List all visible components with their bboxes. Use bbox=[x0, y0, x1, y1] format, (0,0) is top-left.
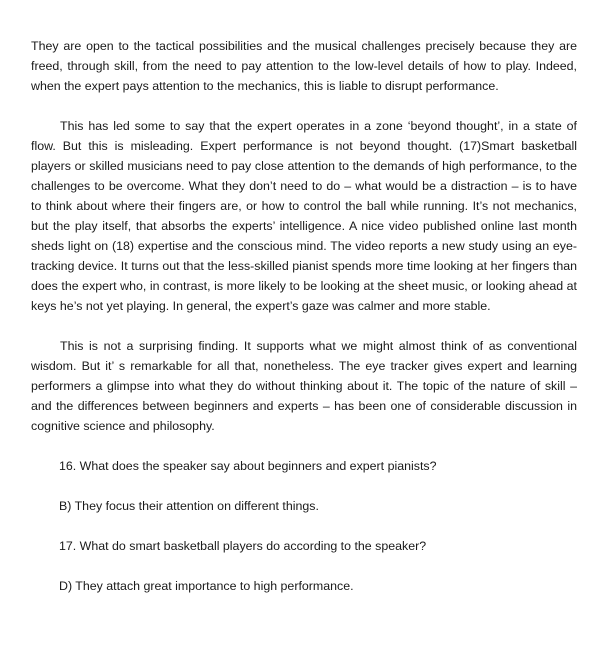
paragraph-gap bbox=[31, 436, 577, 456]
question-gap bbox=[31, 556, 577, 576]
answer-16: B) They focus their attention on different things. bbox=[59, 499, 319, 513]
question-17: 17. What do smart basketball players do according to the speaker? bbox=[59, 539, 427, 553]
document-page bbox=[31, 36, 577, 596]
paragraph-3: This is not a surprising finding. It supports what we might almost think of as conventional wisdom. But it’ s remarkable for all that, nonetheless. The eye tracker gives expert and learning performers a glimpse into what they do without thinking about it. The topic of the nature of skill – and the differences between beginners and experts – has been one of considerable discussion in cognitive science and philosophy. bbox=[31, 339, 577, 433]
paragraph-2: This has led some to say that the expert operates in a zone ‘beyond thought’, in a state of flow. But this is misleading. Expert performance is not beyond thought. (17)Smart basketball players or skilled musicians need to pay close attention to the demands of high performance, to the challenges to be overcome. What they don’t need to do – what would be a distraction – is to have to think about where their fingers are, or how to control the ball while running. It’s not mechanics, but the play itself, that absorbs the experts’ intelligence. A nice video published online last month sheds light on (18) expertise and the conscious mind. The video reports a new study using an eye-tracking device. It turns out that the less-skilled pianist spends more time looking at her fingers than does the expert who, in contrast, is more likely to be looking at the sheet music, or looking ahead at keys he’s not yet playing. In general, the expert’s gaze was calmer and more stable. bbox=[31, 119, 577, 313]
question-gap bbox=[31, 516, 577, 536]
paragraph-gap bbox=[31, 316, 577, 336]
question-16: 16. What does the speaker say about beginners and expert pianists? bbox=[59, 459, 437, 473]
question-gap bbox=[31, 476, 577, 496]
answer-17: D) They attach great importance to high performance. bbox=[59, 579, 354, 593]
paragraph-1: They are open to the tactical possibilities and the musical challenges precisely because they are freed, through skill, from the need to pay attention to the low-level details of how to play. Indeed, when the expert pays attention to the mechanics, this is liable to disrupt performance. bbox=[31, 39, 577, 93]
paragraph-gap bbox=[31, 96, 577, 116]
